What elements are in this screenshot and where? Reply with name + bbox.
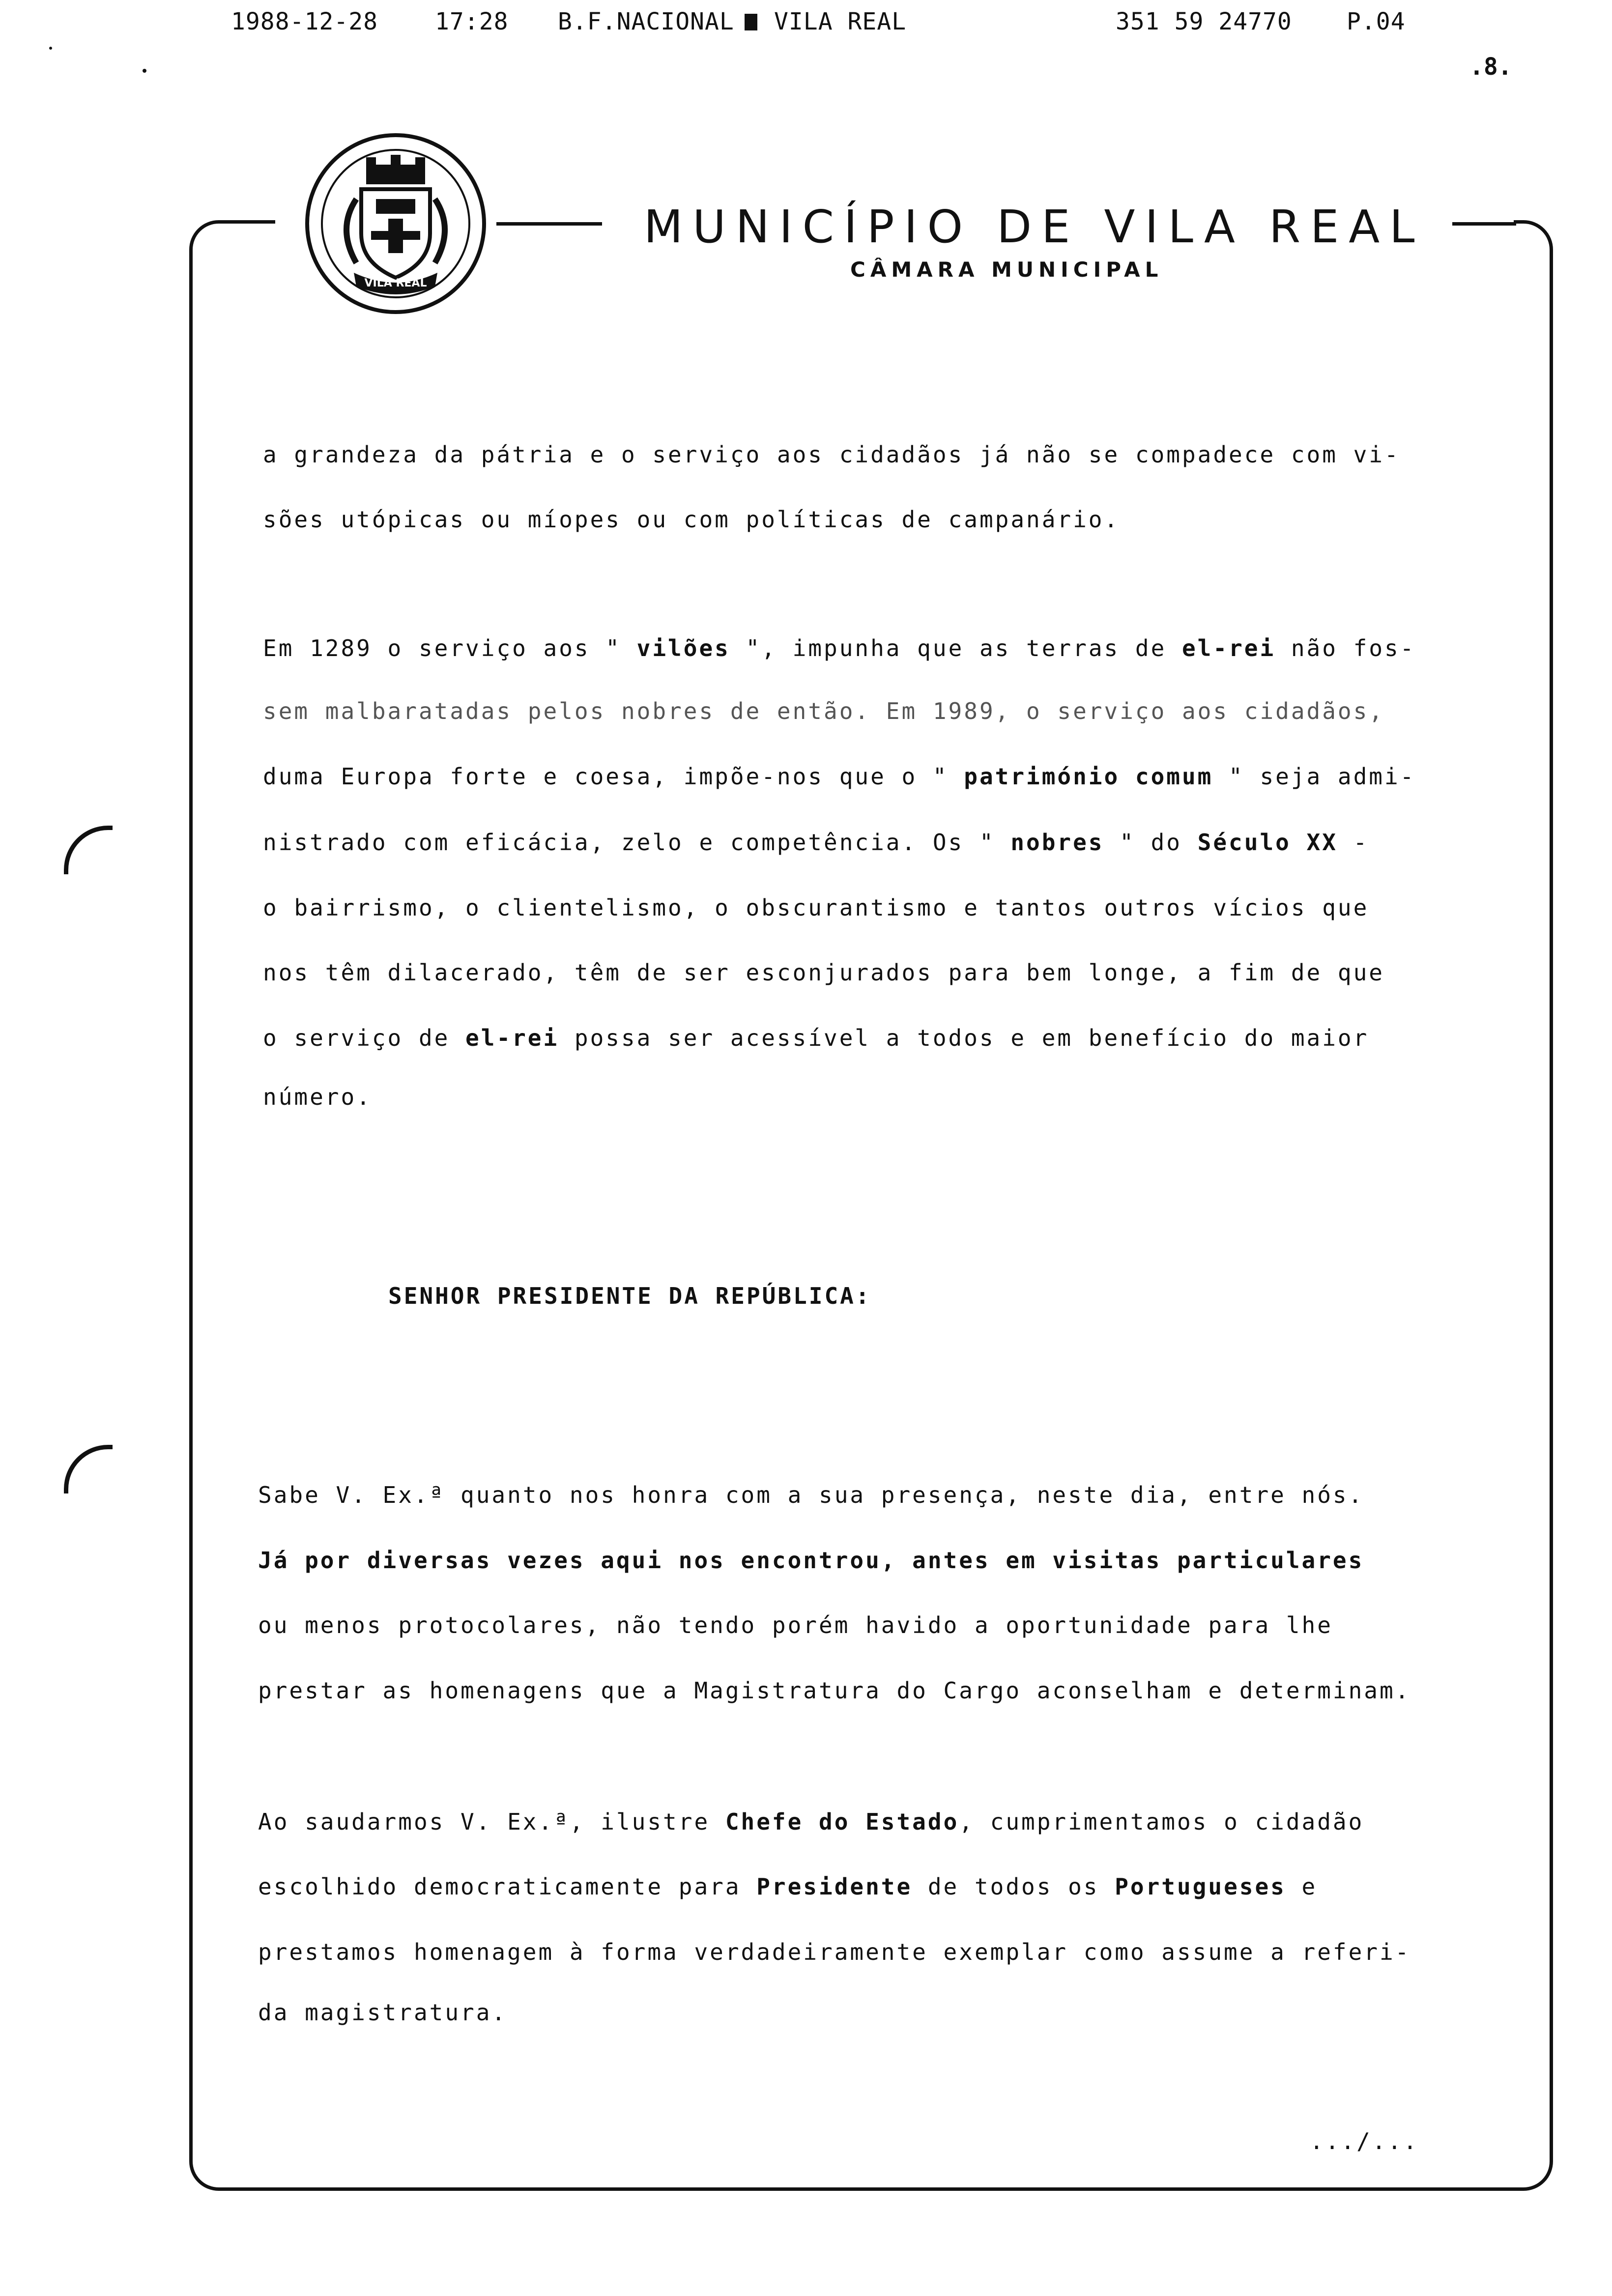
text-line: prestar as homenagens que a Magistratura do Cargo aconselham e determinam.	[258, 1677, 1411, 1704]
text-line: duma Europa forte e coesa, impõe-nos que o " património comum " seja admi-	[263, 763, 1416, 790]
seal-text: VILA REAL	[364, 277, 427, 289]
scan-speck	[143, 69, 146, 73]
text-line: escolhido democraticamente para Presidente de todos os Portugueses e	[258, 1873, 1318, 1900]
fax-phone: 351 59 24770	[1116, 8, 1292, 35]
scan-speck	[49, 47, 52, 50]
municipality-title: MUNICÍPIO DE VILA REAL	[644, 201, 1425, 253]
text-line: Em 1289 o serviço aos " vilões ", impunha que as terras de el-rei não fos-	[263, 635, 1416, 661]
text-line: a grandeza da pátria e o serviço aos cidadãos já não se compadece com vi-	[263, 441, 1400, 468]
header-rule-right	[1452, 222, 1516, 226]
fax-date: 1988-12-28	[231, 8, 378, 35]
punch-mark	[64, 1445, 113, 1493]
text-line: Já por diversas vezes aqui nos encontrou, antes em visitas particulares	[258, 1547, 1364, 1574]
fax-separator	[745, 8, 757, 35]
text-line: número.	[263, 1084, 372, 1110]
text-line: ou menos protocolares, não tendo porém havido a oportunidade para lhe	[258, 1612, 1333, 1638]
coat-of-arms-icon	[302, 130, 489, 317]
fax-sender-left: B.F.NACIONAL	[558, 8, 734, 35]
text-line: o serviço de el-rei possa ser acessível a todos e em benefício do maior	[263, 1025, 1369, 1051]
fax-page: P.04	[1347, 8, 1406, 35]
text-line: da magistratura.	[258, 1999, 508, 2026]
continuation-mark: .../...	[1310, 2128, 1419, 2154]
page-number: .8.	[1469, 53, 1512, 81]
header-rule-left	[496, 222, 602, 226]
municipality-subtitle: CÂMARA MUNICIPAL	[850, 258, 1163, 282]
text-line: sem malbaratadas pelos nobres de então. Em 1989, o serviço aos cidadãos,	[263, 698, 1384, 724]
text-line: nistrado com eficácia, zelo e competência. Os " nobres " do Século XX -	[263, 829, 1369, 856]
salutation: SENHOR PRESIDENTE DA REPÚBLICA:	[388, 1283, 871, 1309]
text-line: prestamos homenagem à forma verdadeiramente exemplar como assume a referi-	[258, 1939, 1411, 1965]
text-line: Sabe V. Ex.ª quanto nos honra com a sua presença, neste dia, entre nós.	[258, 1482, 1364, 1508]
fax-time: 17:28	[435, 8, 509, 35]
text-line: o bairrismo, o clientelismo, o obscurantismo e tantos outros vícios que	[263, 894, 1369, 921]
text-line: nos têm dilacerado, têm de ser esconjurados para bem longe, a fim de que	[263, 959, 1384, 986]
fax-sender-right: VILA REAL	[774, 8, 907, 35]
text-line: Ao saudarmos V. Ex.ª, ilustre Chefe do Estado, cumprimentamos o cidadão	[258, 1808, 1364, 1835]
punch-mark	[64, 826, 113, 874]
text-line: sões utópicas ou míopes ou com políticas de campanário.	[263, 506, 1120, 533]
